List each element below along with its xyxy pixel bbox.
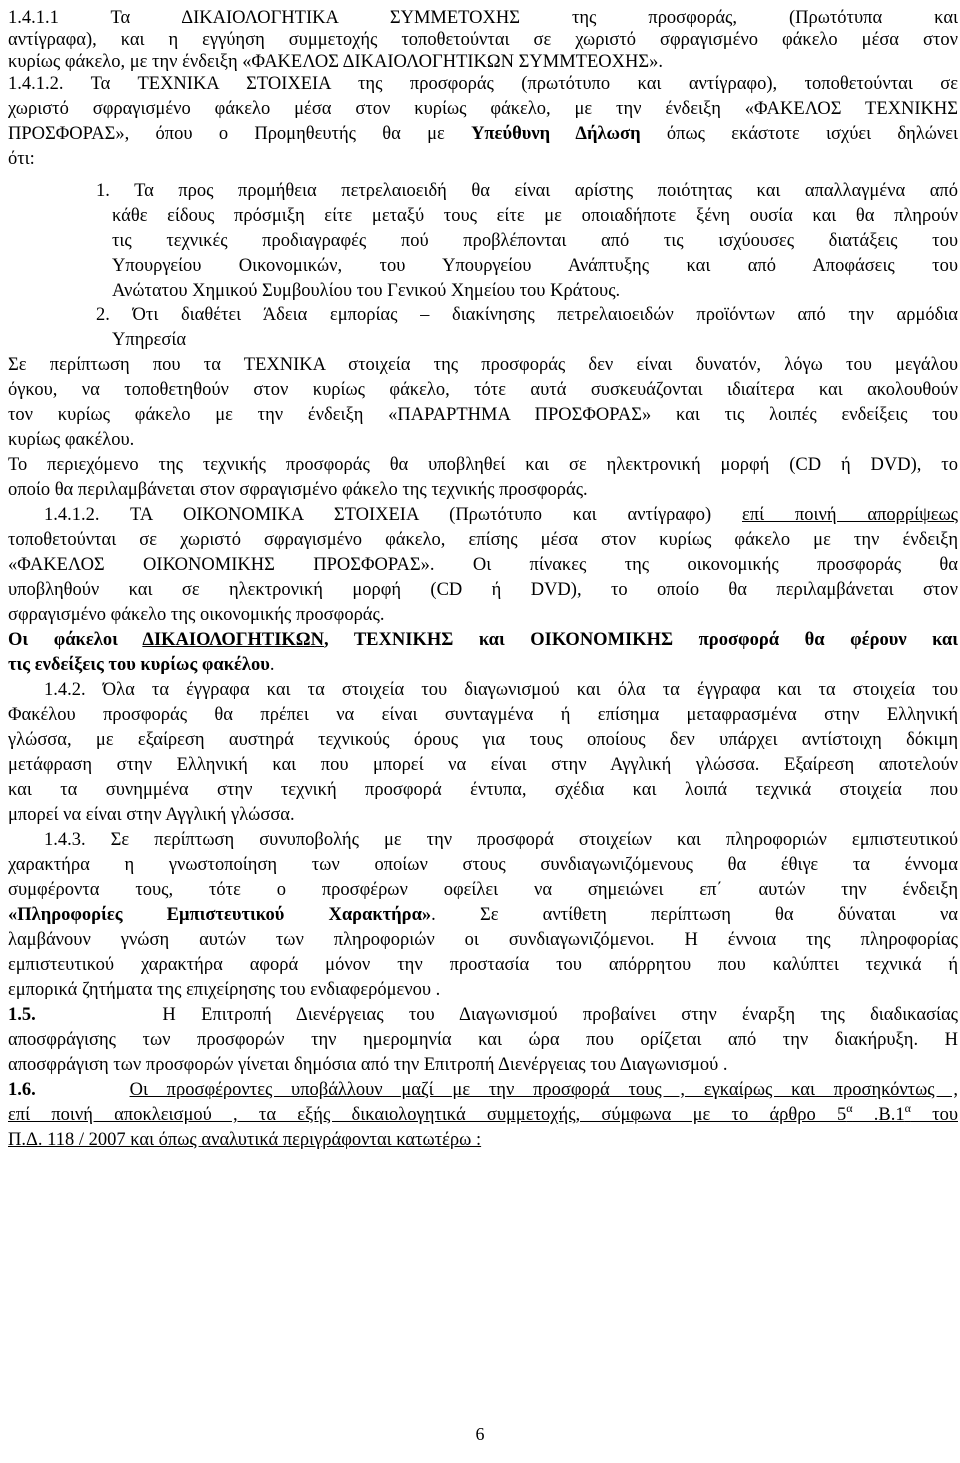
- text-line-7: ότι:: [8, 149, 35, 169]
- text-line-6: ΠΡΟΣΦΟΡΑΣ», όπου ο Προμηθευτής θα με Υπεύθυνη Δήλωση όπως εκάστοτε ισχύει δηλώνει: [8, 124, 958, 144]
- text-line-26: Οι φάκελοι ΔΙΚΑΙΟΛΟΓΗΤΙΚΩΝ, ΤΕΧΝΙΚΗΣ και ΟΙΚΟΝΟΜΙΚΗΣ προσφορά θα φέρουν και: [8, 630, 958, 650]
- text-line-9: κάθε είδους πρόσμιξη είτε μεταξύ τους είτε με οποιαδήποτε ξένη ουσία και θα πληρούν: [112, 206, 958, 226]
- text-line-36: συμφέροντα τους, τότε ο προσφέρων οφείλει να σημειώνει επ΄ αυτών την ένδειξη: [8, 880, 958, 900]
- text-line-10: τις τεχνικές προδιαγραφές πού προβλέπονται από τις ισχύουσες διατάξεις του: [112, 231, 958, 251]
- text-line-39: εμπιστευτικού χαρακτήρα αφορά μόνον την προστασία του απόρρητου που καλύπτει τεχνικά ή: [8, 955, 958, 975]
- text-line-17: τον κυρίως φάκελο με την ένδειξη «ΠΑΡΑΡΤΗΜΑ ΠΡΟΣΦΟΡΑΣ» και τις λοιπές ενδείξεις του: [8, 405, 958, 425]
- text-line-12: Ανώτατου Χημικού Συμβουλίου του Γενικού Χημείου του Κράτους.: [112, 281, 621, 301]
- text-line-13: 2. Ότι διαθέτει Άδεια εμπορίας – διακίνησης πετρελαιοειδών προϊόντων από την αρμόδια: [96, 305, 958, 325]
- text-line-31: μετάφραση στην Ελληνική και που μπορεί να είναι στην Αγγλική γλώσσα. Εξαίρεση αποτελούν: [8, 755, 958, 775]
- text-line-38: λαμβάνουν γνώση αυτών των πληροφοριών οι συνδιαγωνιζόμενοι. Η έννοια της πληροφορίας: [8, 930, 958, 950]
- text-line-3: κυρίως φάκελο, με την ένδειξη «ΦΑΚΕΛΟΣ ΔΙΚΑΙΟΛΟΓΗΤΙΚΩΝ ΣΥΜΜΤΕΟΧΗΣ».: [8, 52, 663, 72]
- text-line-34: 1.4.3. Σε περίπτωση συνυποβολής με την προσφορά στοιχείων και πληροφοριών εμπιστευτικού: [44, 830, 958, 850]
- text-line-45: επί ποινή αποκλεισμού , τα εξής δικαιολογητικά συμμετοχής, σύμφωνα με το άρθρο $5^\alpha$ $.B.1^\alpha$ του: [8, 1103, 958, 1125]
- page-number: 6: [475, 1424, 485, 1444]
- text-line-14: Υπηρεσία: [112, 330, 187, 350]
- text-line-16: όγκου, να τοποθετηθούν στον κυρίως φάκελο, τότε αυτά συσκευάζονται ιδιαίτερα και ακολουθούν: [8, 380, 958, 400]
- text-line-42: αποσφράγισης των προσφορών την ημερομηνία και ώρα που ορίζεται από την διακήρυξη. Η: [8, 1030, 958, 1050]
- text-line-11: Υπουργείου Οικονομικών, του Υπουργείου Ανάπτυξης και από Αποφάσεις του: [112, 256, 958, 276]
- text-line-37: «Πληροφορίες Εμπιστευτικού Χαρακτήρα». Σε αντίθετη περίπτωση θα δύναται να: [8, 905, 958, 925]
- text-line-22: τοποθετούνται σε χωριστό σφραγισμένο φάκελο, επίσης μέσα στον κυρίως φάκελο με την ένδειξη: [8, 530, 958, 550]
- text-line-4: 1.4.1.2. Τα ΤΕΧΝΙΚΑ ΣΤΟΙΧΕΙΑ της προσφοράς (πρωτότυπο και αντίγραφο), τοποθετούνται σε: [8, 74, 958, 94]
- text-line-35: χαρακτήρα η γνωστοποίηση των οποίων στους συνδιαγωνιζόμενους θα έθιγε τα έννομα: [8, 855, 958, 875]
- text-line-15: Σε περίπτωση που τα ΤΕΧΝΙΚΑ στοιχεία της προσφοράς δεν είναι δυνατόν, λόγω του μεγάλου: [8, 355, 958, 375]
- text-line-44: 1.6. Οι προσφέροντες υποβάλλουν μαζί με την προσφορά τους , εγκαίρως και προσηκόντως ,: [8, 1080, 958, 1100]
- text-line-5: χωριστό σφραγισμένο φάκελο μέσα στον κυρίως φάκελο, με την ένδειξη «ΦΑΚΕΛΟΣ ΤΕΧΝΙΚΗΣ: [8, 99, 958, 119]
- text-line-24: υποβληθούν και σε ηλεκτρονική μορφή (CD ή DVD), το οποίο θα περιλαμβάνεται στον: [8, 580, 958, 600]
- text-line-19: Το περιεχόμενο της τεχνικής προσφοράς θα υποβληθεί και σε ηλεκτρονική μορφή (CD ή DVD), το: [8, 455, 958, 475]
- text-line-28: 1.4.2. Όλα τα έγγραφα και τα στοιχεία του διαγωνισμού και όλα τα έγγραφα και τα στοιχεία του: [44, 680, 958, 700]
- text-line-1: 1.4.1.1 Τα ΔΙΚΑΙΟΛΟΓΗΤΙΚΑ ΣΥΜΜΕΤΟΧΗΣ της προσφοράς, (Πρωτότυπα και: [8, 8, 958, 28]
- text-line-30: γλώσσα, με εξαίρεση αυστηρά τεχνικούς όρους για τους οποίους δεν υπάρχει αντίστοιχη δόκιμη: [8, 730, 958, 750]
- text-line-27: τις ενδείξεις του κυρίως φακέλου.: [8, 655, 275, 675]
- text-line-43: αποσφράγιση των προσφορών γίνεται δημόσια από την Επιτροπή Διενέργειας του Διαγωνισμού .: [8, 1055, 728, 1075]
- text-line-25: σφραγισμένο φάκελο της οικονομικής προσφοράς.: [8, 605, 385, 625]
- text-line-23: «ΦΑΚΕΛΟΣ ΟΙΚΟΝΟΜΙΚΗΣ ΠΡΟΣΦΟΡΑΣ». Οι πίνακες της οικονομικής προσφοράς θα: [8, 555, 958, 575]
- text-line-2: αντίγραφα), και η εγγύηση συμμετοχής τοποθετούνται σε χωριστό σφραγισμένο φάκελο μέσα στον: [8, 30, 958, 50]
- text-line-41: 1.5. Η Επιτροπή Διενέργειας του Διαγωνισμού προβαίνει στην έναρξη της διαδικασίας: [8, 1005, 958, 1025]
- text-line-8: 1. Τα προς προμήθεια πετρελαιοειδή θα είναι αρίστης ποιότητας και απαλλαγμένα από: [96, 181, 958, 201]
- text-line-32: και τα συνημμένα στην τεχνική προσφορά έντυπα, σχέδια και λοιπά τεχνικά στοιχεία που: [8, 780, 958, 800]
- text-line-18: κυρίως φακέλου.: [8, 430, 135, 450]
- text-line-40: εμπορικά ζητήματα της επιχείρησης του ενδιαφερόμενου .: [8, 980, 441, 1000]
- text-line-29: Φακέλου προσφοράς θα πρέπει να είναι συνταγμένα ή επίσημα μεταφρασμένα στην Ελληνική: [8, 705, 958, 725]
- text-line-46: Π.Δ. 118 / 2007 και όπως αναλυτικά περιγράφονται κατωτέρω :: [8, 1130, 482, 1150]
- text-line-21: 1.4.1.2. ΤΑ ΟΙΚΟΝΟΜΙΚΑ ΣΤΟΙΧΕΙΑ (Πρωτότυπο και αντίγραφο) επί ποινή απορρίψεως: [44, 505, 958, 525]
- text-line-20: οποίο θα περιλαμβάνεται στον σφραγισμένο φάκελο της τεχνικής προσφοράς.: [8, 480, 588, 500]
- text-line-33: μπορεί να είναι στην Αγγλική γλώσσα.: [8, 805, 295, 825]
